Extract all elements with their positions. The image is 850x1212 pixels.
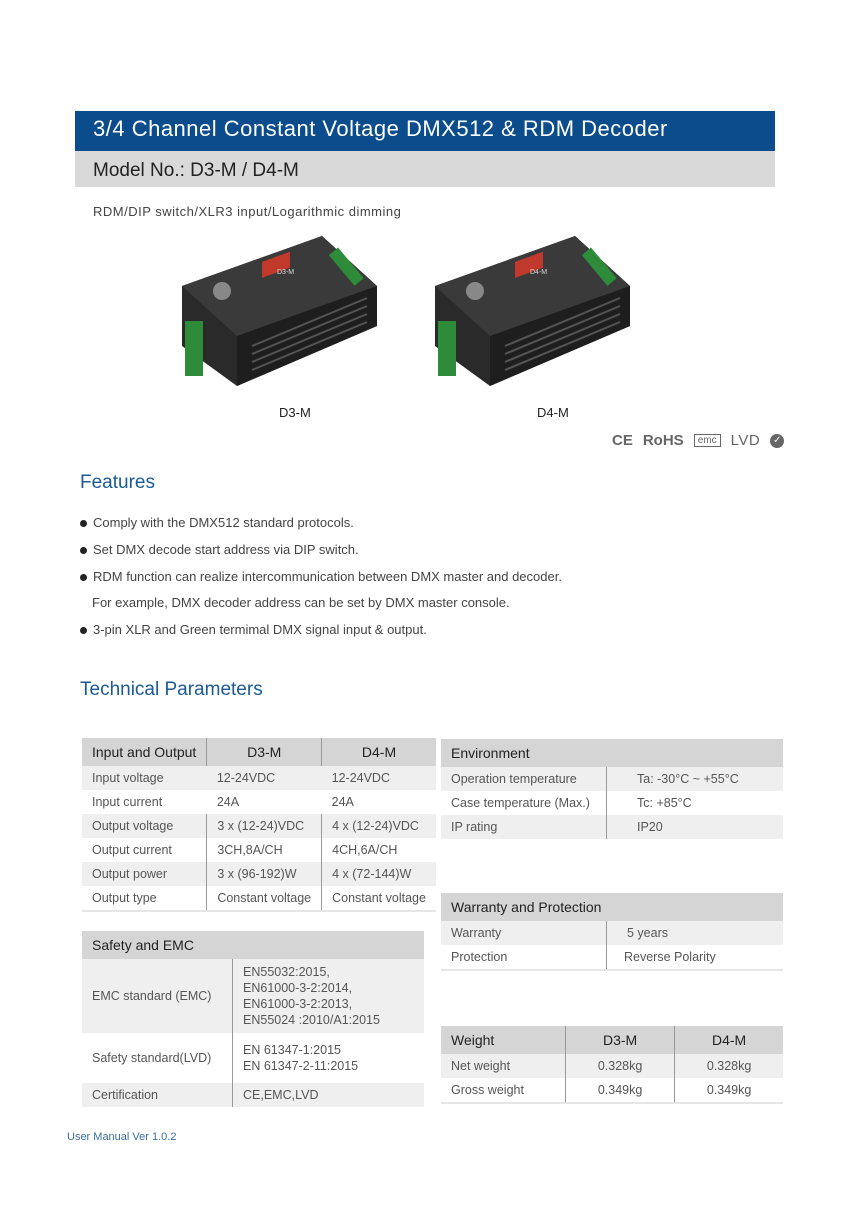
row-label: Input voltage bbox=[82, 766, 207, 790]
table-header: Environment bbox=[441, 739, 783, 767]
cell: IP20 bbox=[607, 815, 784, 839]
cell: 4 x (12-24)VDC bbox=[322, 814, 436, 838]
footer-version: User Manual Ver 1.0.2 bbox=[67, 1131, 177, 1143]
table-header: Weight bbox=[441, 1026, 566, 1054]
row-label: Output type bbox=[92, 891, 157, 905]
certification-logos bbox=[612, 432, 784, 449]
technical-parameters-heading: Technical Parameters bbox=[80, 679, 263, 700]
row-label: IP rating bbox=[441, 815, 607, 839]
d3m-caption: D3-M bbox=[279, 405, 311, 420]
cell: 5 years bbox=[607, 921, 784, 945]
lvd-logo: LVD bbox=[730, 432, 761, 449]
cell: 12-24VDC bbox=[207, 766, 322, 790]
cell: 24A bbox=[216, 795, 240, 809]
cell: 0.328kg bbox=[566, 1054, 675, 1078]
page-title: 3/4 Channel Constant Voltage DMX512 & RDM Decoder bbox=[93, 116, 668, 141]
table-header: D3-M bbox=[207, 738, 322, 766]
cell: 12-24VDC bbox=[322, 766, 436, 790]
row-label: Safety standard(LVD) bbox=[92, 1051, 212, 1065]
cell: EN55032:2015, EN61000-3-2:2014, EN61000-3-2:2013, EN55024 :2010/A1:2015 bbox=[233, 959, 425, 1033]
check-icon: ✓ bbox=[770, 434, 784, 448]
warranty-table bbox=[441, 893, 783, 971]
feature-item-continued: For example, DMX decoder address can be set by DMX master console. bbox=[92, 595, 510, 610]
cell: 3 x (12-24)VDC bbox=[207, 814, 322, 838]
rohs-logo: RoHS bbox=[642, 432, 684, 449]
feature-item: Comply with the DMX512 standard protocols. bbox=[80, 515, 354, 530]
emc-logo: emc bbox=[694, 434, 721, 447]
table-header: Warranty and Protection bbox=[441, 893, 783, 921]
table-header: Safety and EMC bbox=[82, 931, 424, 959]
d4m-caption: D4-M bbox=[537, 405, 569, 420]
ce-logo: CE bbox=[612, 432, 633, 449]
d3m-device-label: D3-M bbox=[277, 269, 295, 276]
safety-emc-table bbox=[82, 931, 424, 1107]
input-output-table bbox=[82, 738, 436, 912]
feature-item: 3-pin XLR and Green termimal DMX signal input & output. bbox=[80, 622, 427, 637]
features-heading: Features bbox=[80, 472, 155, 493]
row-label: EMC standard (EMC) bbox=[82, 959, 233, 1033]
row-label: Input current bbox=[92, 795, 163, 809]
table-header: Input and Output bbox=[82, 738, 207, 766]
cell: Ta: -30°C ~ +55°C bbox=[607, 767, 784, 791]
cell: Constant voltage bbox=[322, 886, 436, 911]
cell: 24A bbox=[331, 795, 354, 809]
cell: Tc: +85°C bbox=[607, 791, 784, 815]
cell: Reverse Polarity bbox=[607, 945, 784, 970]
cell: 0.349kg bbox=[566, 1078, 675, 1103]
environment-table bbox=[441, 739, 783, 839]
row-label: Output voltage bbox=[82, 814, 207, 838]
cell: Constant voltage bbox=[207, 886, 322, 911]
cell: 3CH,8A/CH bbox=[207, 838, 322, 862]
row-label: Protection bbox=[451, 950, 508, 964]
d4m-device-label: D4-M bbox=[530, 269, 548, 276]
d4m-product-image bbox=[435, 236, 635, 401]
feature-item: Set DMX decode start address via DIP switch. bbox=[80, 542, 359, 557]
row-label: Operation temperature bbox=[441, 767, 607, 791]
cell: 4 x (72-144)W bbox=[322, 862, 436, 886]
subtitle: RDM/DIP switch/XLR3 input/Logarithmic dimming bbox=[93, 204, 402, 219]
table-header: D3-M bbox=[566, 1026, 675, 1054]
row-label: Case temperature (Max.) bbox=[451, 796, 590, 810]
cell: 0.349kg bbox=[675, 1078, 783, 1103]
row-label: Certification bbox=[82, 1083, 233, 1107]
row-label: Net weight bbox=[441, 1054, 566, 1078]
d3m-product-image bbox=[182, 236, 382, 401]
row-label: Gross weight bbox=[451, 1083, 524, 1097]
cell: 3 x (96-192)W bbox=[207, 862, 322, 886]
cell: EN 61347-1:2015 EN 61347-2-11:2015 bbox=[233, 1033, 425, 1083]
row-label: Warranty bbox=[441, 921, 607, 945]
weight-table bbox=[441, 1026, 783, 1104]
row-label: Output current bbox=[92, 843, 172, 857]
row-label: Output power bbox=[82, 862, 207, 886]
cell: 0.328kg bbox=[675, 1054, 783, 1078]
cell: 4CH,6A/CH bbox=[322, 838, 436, 862]
cell: CE,EMC,LVD bbox=[233, 1083, 425, 1107]
table-header: D4-M bbox=[322, 738, 436, 766]
model-number: Model No.: D3-M / D4-M bbox=[93, 160, 299, 181]
table-header: D4-M bbox=[675, 1026, 783, 1054]
feature-item: RDM function can realize intercommunication between DMX master and decoder. bbox=[80, 569, 562, 584]
